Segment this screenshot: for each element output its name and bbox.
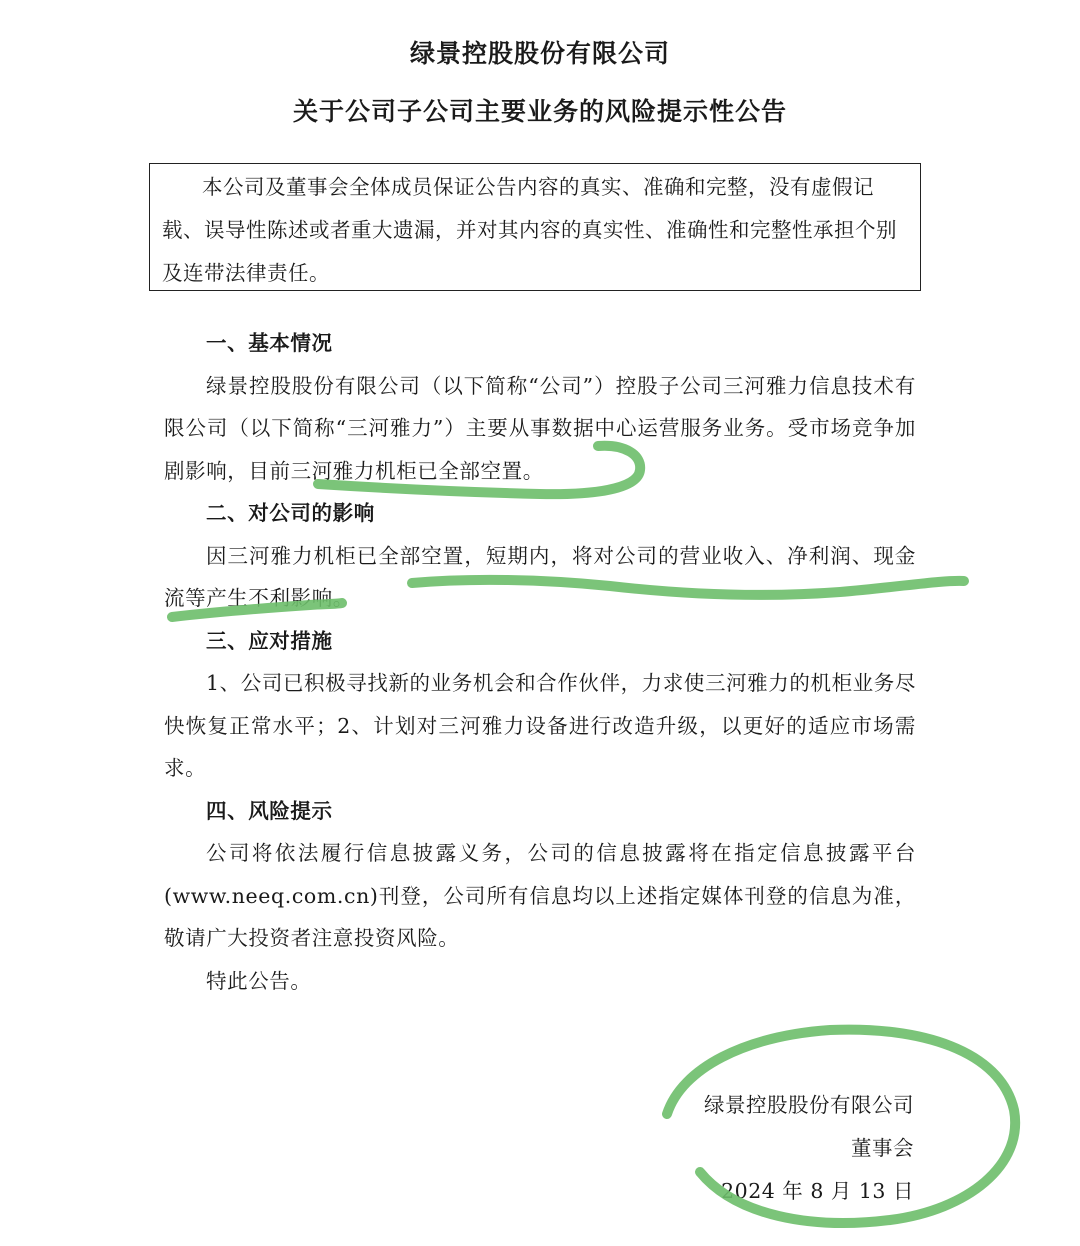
signature-board: 董事会 [851,1136,914,1160]
section-body-measures: 1、公司已积极寻找新的业务机会和合作伙伴，力求使三河雅力的机柜业务尽快恢复正常水平；2、计划对三河雅力设备进行改造升级，以更好的适应市场需求。 [164,671,916,780]
section-body-basic-info: 绿景控股股份有限公司（以下简称“公司”）控股子公司三河雅力信息技术有限公司（以下简称“三河雅力”）主要从事数据中心运营服务业务。受市场竞争加剧影响，目前三河雅力机柜已全部空置。 [164,373,916,483]
signature-company: 绿景控股股份有限公司 [704,1093,914,1117]
signature-block [704,1084,914,1213]
board-statement-box [149,163,921,291]
company-title: 绿景控股股份有限公司 [409,39,670,68]
section-heading-risk-warning: 四、风险提示 [206,798,333,823]
notice-title: 关于公司子公司主要业务的风险提示性公告 [292,97,787,126]
closing-statement: 特此公告。 [206,968,312,993]
signature-date: 2024 年 8 月 13 日 [721,1179,914,1203]
section-heading-measures: 三、应对措施 [206,628,333,653]
notice-body [164,322,916,1002]
section-body-impact: 因三河雅力机柜已全部空置，短期内，将对公司的营业收入、净利润、现金流等产生不利影响。 [164,543,916,610]
section-heading-impact: 二、对公司的影响 [206,501,375,525]
section-body-risk-warning: 公司将依法履行信息披露义务，公司的信息披露将在指定信息披露平台(www.neeq.com.cn)刊登，公司所有信息均以上述指定媒体刊登的信息为准，敬请广大投资者注意投资风险。 [164,841,916,950]
board-statement-text: 本公司及董事会全体成员保证公告内容的真实、准确和完整，没有虚假记载、误导性陈述或者重大遗漏，并对其内容的真实性、准确性和完整性承担个别及连带法律责任。 [162,175,897,285]
section-heading-basic-info: 一、基本情况 [206,331,333,355]
